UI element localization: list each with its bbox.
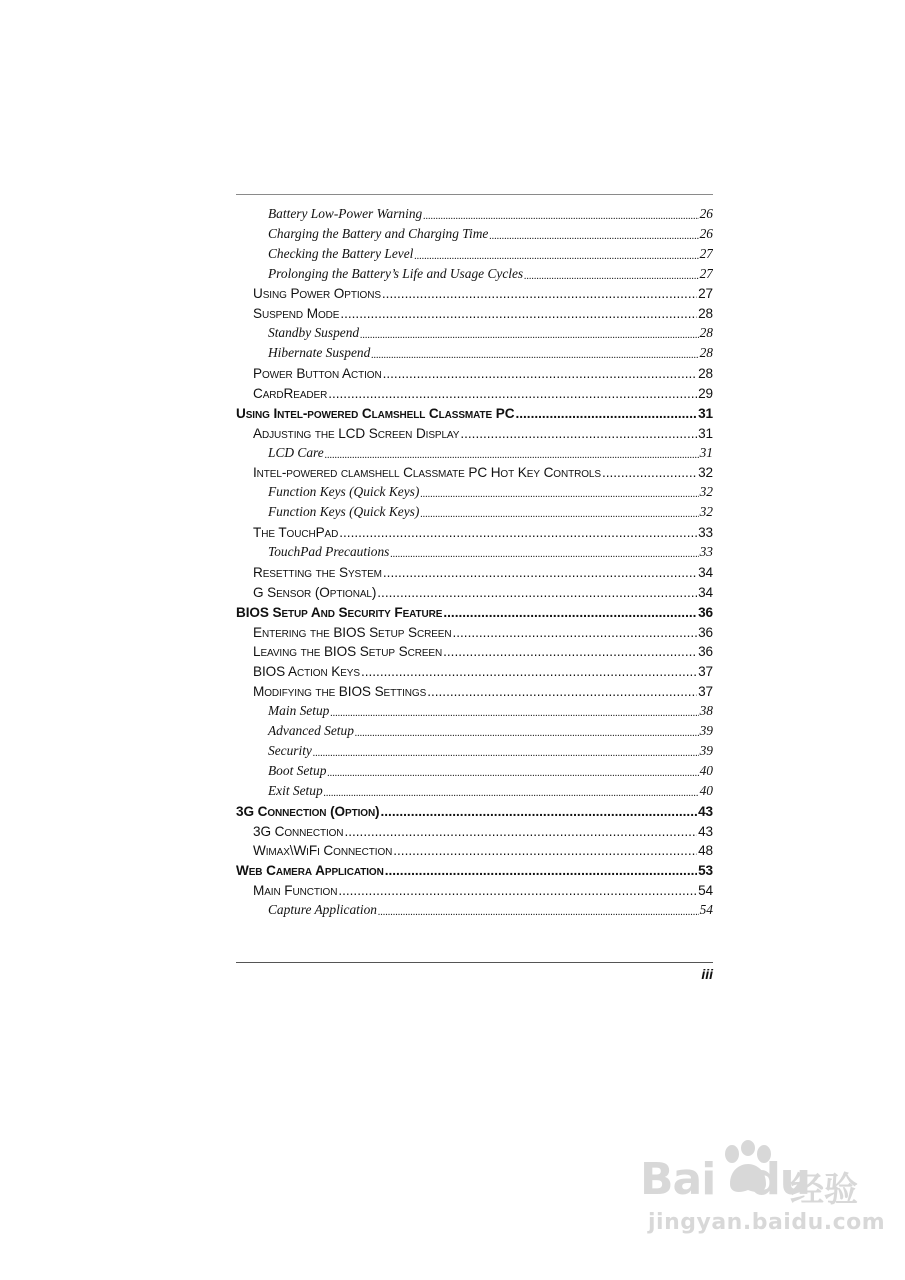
toc-entry-title: Boot Setup [268,762,327,778]
paw-icon [718,1140,778,1196]
toc-entry-title: Adjusting the LCD Screen Display [253,425,460,441]
toc-dot-leader [340,306,697,321]
toc-entry[interactable] [236,819,713,839]
toc-dot-leader [515,406,697,421]
toc-entry-title: BIOS Action Keys [253,664,360,680]
toc-entry[interactable] [236,202,713,222]
toc-entry-page: 37 [698,664,713,680]
toc-entry-page: 34 [698,584,713,600]
toc-entry[interactable] [236,321,713,341]
toc-entry[interactable] [236,441,713,461]
toc-entry-title: Prolonging the Battery’s Life and Usage Cycles [268,265,524,281]
baidu-watermark [640,1140,886,1250]
toc-entry-title: Entering the BIOS Setup Screen [253,624,452,640]
toc-dot-leader [390,549,698,560]
toc-entry[interactable] [236,461,713,481]
toc-entry-title: Wimax\WiFi Connection [253,843,393,859]
toc-entry-page: 31 [698,405,713,421]
toc-dot-leader [414,251,698,262]
toc-dot-leader [360,330,698,341]
toc-entry-title: Leaving the BIOS Setup Screen [253,644,443,660]
toc-dot-leader [377,585,697,600]
toc-dot-leader [393,843,697,858]
toc-entry-title: Security [268,742,312,758]
toc-entry-page: 27 [698,286,713,302]
toc-entry-title: Power Button Action [253,366,382,382]
toc-entry-title: 3G Connection (Option) [236,803,380,819]
toc-entry-title: Intel-powered clamshell Classmate PC Hot Key Controls [253,465,601,481]
toc-entry-page: 53 [698,863,713,879]
toc-entry-page: 32 [698,465,713,481]
toc-entry-title: Using Power Options [253,286,381,302]
toc-dot-leader [383,366,697,381]
toc-entry[interactable] [236,560,713,580]
toc-entry-page: 32 [699,484,713,500]
toc-entry-page: 37 [698,684,713,700]
toc-dot-leader [489,231,698,242]
toc-dot-leader [378,907,699,918]
toc-entry-title: G Sensor (Optional) [253,584,377,600]
toc-entry-title: Hibernate Suspend [268,345,371,361]
toc-dot-leader [338,883,697,898]
toc-entry-page: 54 [698,883,713,899]
toc-entry[interactable] [236,222,713,242]
toc-entry-page: 27 [699,265,713,281]
toc-entry[interactable] [236,361,713,381]
toc-entry-title: The TouchPad [253,525,339,541]
toc-entry[interactable] [236,659,713,679]
toc-dot-leader [452,625,697,640]
footer-rule [236,962,713,963]
toc-dot-leader [383,565,697,580]
toc-entry-title: Checking the Battery Level [268,245,414,261]
toc-entry[interactable] [236,600,713,620]
toc-entry[interactable] [236,719,713,739]
toc-entry[interactable] [236,699,713,719]
toc-entry-title: Using Intel-powered Clamshell Classmate PC [236,405,515,421]
header-rule [236,194,713,195]
toc-entry-page: 39 [699,723,713,739]
toc-entry-title: 3G Connection [253,823,344,839]
toc-entry[interactable] [236,301,713,321]
toc-entry-page: 39 [699,742,713,758]
toc-entry-title: Web Camera Application [236,863,384,879]
page-number: iii [701,966,713,982]
toc-entry[interactable] [236,640,713,660]
toc-entry-title: Suspend Mode [253,306,340,322]
toc-entry-page: 28 [698,366,713,382]
toc-entry[interactable] [236,799,713,819]
toc-entry[interactable] [236,878,713,898]
toc-dot-leader [423,211,698,222]
toc-entry-page: 27 [699,245,713,261]
toc-dot-leader [443,644,697,659]
toc-entry-title: TouchPad Precautions [268,544,390,560]
toc-entry-title: Modifying the BIOS Settings [253,684,427,700]
toc-entry[interactable] [236,540,713,560]
toc-entry-title: Function Keys (Quick Keys) [268,504,420,520]
toc-dot-leader [385,863,697,878]
toc-entry-title: Exit Setup [268,782,323,798]
toc-entry-title: CardReader [253,385,328,401]
toc-dot-leader [371,350,698,361]
toc-entry[interactable] [236,401,713,421]
toc-entry[interactable] [236,679,713,699]
toc-entry-title: Main Setup [268,703,330,719]
toc-dot-leader [325,450,699,461]
toc-dot-leader [427,684,697,699]
watermark-url: jingyan.baidu.com [648,1210,886,1235]
watermark-cn: 经验 [790,1170,858,1210]
toc-dot-leader [344,824,697,839]
toc-entry-page: 33 [699,544,713,560]
toc-entry-page: 32 [699,504,713,520]
toc-entry-page: 43 [698,803,713,819]
toc-entry-title: Main Function [253,883,338,899]
toc-entry-page: 38 [699,703,713,719]
toc-entry[interactable] [236,242,713,262]
toc-dot-leader [443,605,697,620]
toc-entry-title: BIOS Setup And Security Feature [236,604,443,620]
toc-dot-leader [324,788,699,799]
toc-entry[interactable] [236,739,713,759]
toc-entry-page: 28 [699,345,713,361]
toc-entry[interactable] [236,580,713,600]
toc-entry[interactable] [236,779,713,799]
toc-entry-page: 36 [698,604,713,620]
toc-dot-leader [339,525,697,540]
toc-entry[interactable] [236,480,713,500]
toc-dot-leader [361,664,697,679]
toc-entry-page: 26 [699,205,713,221]
toc-entry-page: 26 [699,225,713,241]
toc-entry-title: Capture Application [268,902,377,918]
toc-dot-leader [420,509,698,520]
toc-entry-page: 31 [698,425,713,441]
toc-entry-page: 34 [698,564,713,580]
toc-entry-title: Function Keys (Quick Keys) [268,484,420,500]
toc-entry-page: 40 [699,762,713,778]
toc-entry-page: 40 [699,782,713,798]
toc-entry-title: Battery Low-Power Warning [268,205,423,221]
toc-entry-page: 29 [698,385,713,401]
toc-entry-page: 36 [698,644,713,660]
toc-dot-leader [313,748,699,759]
toc-entry-page: 28 [698,306,713,322]
toc-entry[interactable] [236,898,713,918]
toc-dot-leader [602,465,697,480]
toc-entry[interactable] [236,381,713,401]
watermark-brand: Bai du [640,1154,811,1205]
toc-entry[interactable] [236,839,713,859]
toc-entry-page: 43 [698,823,713,839]
toc-dot-leader [524,271,698,282]
toc-entry-page: 36 [698,624,713,640]
toc-entry[interactable] [236,858,713,878]
toc-entry-title: LCD Care [268,444,324,460]
toc-dot-leader [382,286,697,301]
toc-entry[interactable] [236,620,713,640]
toc-entry-page: 48 [698,843,713,859]
toc-entry-page: 31 [699,444,713,460]
toc-dot-leader [327,768,698,779]
toc-entry-title: Resetting the System [253,564,382,580]
toc-entry[interactable] [236,341,713,361]
toc-entry[interactable] [236,282,713,302]
toc-dot-leader [420,489,698,500]
table-of-contents [236,202,713,918]
toc-entry[interactable] [236,759,713,779]
toc-entry[interactable] [236,421,713,441]
toc-entry-page: 33 [698,525,713,541]
toc-entry-title: Advanced Setup [268,723,354,739]
toc-entry[interactable] [236,500,713,520]
toc-entry-page: 54 [699,902,713,918]
toc-entry-title: Standby Suspend [268,325,360,341]
toc-dot-leader [355,728,699,739]
toc-entry-title: Charging the Battery and Charging Time [268,225,489,241]
toc-entry-page: 28 [699,325,713,341]
toc-dot-leader [328,386,697,401]
toc-dot-leader [460,426,697,441]
toc-entry[interactable] [236,262,713,282]
toc-dot-leader [381,804,698,819]
toc-entry[interactable] [236,520,713,540]
toc-dot-leader [330,708,698,719]
